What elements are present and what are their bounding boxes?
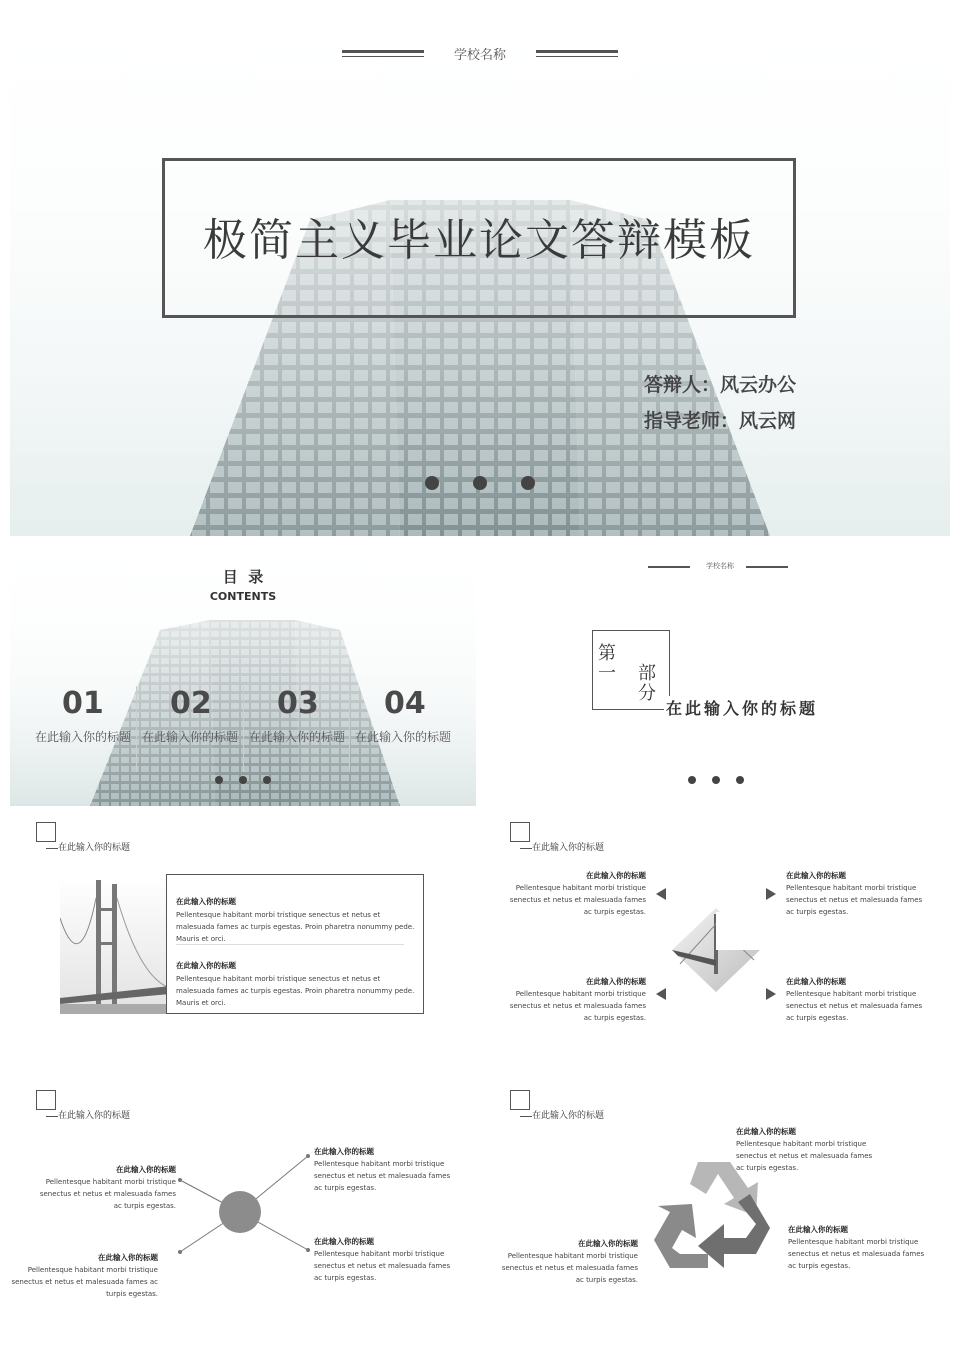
slide-title: 在此输入你的标题 xyxy=(58,843,131,853)
block-heading: 在此输入你的标题 xyxy=(788,1225,848,1234)
block-text: Pellentesque habitant morbi tristique senectus et netus et malesuada fames ac turpis egestas. xyxy=(509,990,646,1022)
block-heading: 在此输入你的标题 xyxy=(314,1147,374,1156)
block-text: Pellentesque habitant morbi tristique senectus et netus et malesuada fames ac turpis egestas. xyxy=(314,1160,451,1192)
section-slide xyxy=(484,540,950,806)
pagination-dot xyxy=(473,476,487,490)
recycle-cycle-icon xyxy=(652,1158,774,1278)
title-underline xyxy=(520,848,532,849)
block-heading: 在此输入你的标题 xyxy=(578,1239,638,1248)
hub-circle xyxy=(219,1191,261,1233)
content-slide-diamond xyxy=(484,812,950,1062)
title-underline xyxy=(520,1116,532,1117)
block-text: Pellentesque habitant morbi tristique senectus et netus et malesuada fames ac turpis egestas. xyxy=(11,1266,158,1298)
contents-item-label: 在此输入你的标题 xyxy=(354,730,451,744)
pagination-dot xyxy=(239,776,247,784)
block-heading: 在此输入你的标题 xyxy=(98,1253,158,1262)
block-text: Pellentesque habitant morbi tristique senectus et netus et malesuada fames ac turpis egestas. xyxy=(736,1140,873,1172)
block-heading: 在此输入你的标题 xyxy=(586,871,646,880)
block-text: Pellentesque habitant morbi tristique senectus et netus et malesuada fames ac turpis egestas. Proin pharetra nonummy pede. Mauris et orci. xyxy=(176,911,415,943)
contents-item-label: 在此输入你的标题 xyxy=(141,730,238,744)
decorative-rule-right-thin xyxy=(536,56,618,57)
section-first-label: 第一 xyxy=(598,643,616,684)
block-text: Pellentesque habitant morbi tristique senectus et netus et malesuada fames ac turpis egestas. Proin pharetra nonummy pede. Mauris et orci. xyxy=(176,975,415,1007)
slide-title: 在此输入你的标题 xyxy=(58,1111,131,1121)
content-slide-circle xyxy=(10,1080,476,1340)
arrow-right-icon xyxy=(766,988,776,1000)
title-underline xyxy=(46,848,58,849)
block-heading: 在此输入你的标题 xyxy=(314,1237,374,1246)
pagination-dot xyxy=(425,476,439,490)
block-text: Pellentesque habitant morbi tristique senectus et netus et malesuada fames ac turpis egestas. xyxy=(786,884,923,916)
bridge-image xyxy=(60,878,170,1014)
decorative-rule-right xyxy=(536,50,618,53)
block-text: Pellentesque habitant morbi tristique senectus et netus et malesuada fames ac turpis egestas. xyxy=(509,884,646,916)
arrow-right-icon xyxy=(766,888,776,900)
block-heading: 在此输入你的标题 xyxy=(116,1165,176,1174)
block-text: Pellentesque habitant morbi tristique senectus et netus et malesuada fames ac turpis egestas. xyxy=(39,1178,176,1210)
school-name: 学校名称 xyxy=(453,48,506,63)
block-heading: 在此输入你的标题 xyxy=(736,1127,796,1136)
block-heading: 在此输入你的标题 xyxy=(786,871,846,880)
contents-subtitle: CONTENTS xyxy=(209,590,277,603)
contents-number: 01 xyxy=(62,686,104,721)
section-heading: 在此输入你的标题 xyxy=(664,696,818,719)
block-heading: 在此输入你的标题 xyxy=(176,897,236,906)
school-name: 学校名称 xyxy=(706,562,734,570)
arrow-left-icon xyxy=(656,888,666,900)
decorative-rule-left-thin xyxy=(342,56,424,57)
decorative-rule-left xyxy=(342,50,424,53)
divider xyxy=(176,944,404,945)
section-part-label: 部分 xyxy=(638,664,660,704)
slide-title: 在此输入你的标题 xyxy=(532,1111,605,1121)
defender-name: 答辩人：风云办公 xyxy=(643,374,796,396)
block-text: Pellentesque habitant morbi tristique senectus et netus et malesuada fames ac turpis egestas. xyxy=(314,1250,451,1282)
block-heading: 在此输入你的标题 xyxy=(586,977,646,986)
pagination-dot xyxy=(736,776,744,784)
block-heading: 在此输入你的标题 xyxy=(176,961,236,970)
contents-number: 02 xyxy=(170,686,212,721)
contents-slide xyxy=(10,540,476,806)
pagination-dot xyxy=(688,776,696,784)
bridge-diamond-image xyxy=(670,904,762,994)
contents-title: 目 录 xyxy=(222,568,264,586)
pagination-dot xyxy=(521,476,535,490)
arrow-left-icon xyxy=(656,988,666,1000)
block-text: Pellentesque habitant morbi tristique senectus et netus et malesuada fames ac turpis egestas. xyxy=(501,1252,638,1284)
contents-number: 04 xyxy=(384,686,426,721)
hub-diagram xyxy=(160,1140,320,1260)
slide-title: 在此输入你的标题 xyxy=(532,843,605,853)
decorative-rule-right xyxy=(746,566,788,568)
contents-number: 03 xyxy=(277,686,319,721)
contents-item-label: 在此输入你的标题 xyxy=(248,730,345,744)
pagination-dot xyxy=(215,776,223,784)
contents-item-label: 在此输入你的标题 xyxy=(34,730,131,744)
block-heading: 在此输入你的标题 xyxy=(786,977,846,986)
title-square xyxy=(36,1090,56,1110)
pagination-dot xyxy=(712,776,720,784)
content-slide-bridge xyxy=(10,812,476,1062)
title-square xyxy=(36,822,56,842)
title-square xyxy=(510,1090,530,1110)
block-text: Pellentesque habitant morbi tristique senectus et netus et malesuada fames ac turpis egestas. xyxy=(786,990,923,1022)
title-frame xyxy=(162,158,796,318)
pagination-dot xyxy=(263,776,271,784)
decorative-rule-left xyxy=(648,566,690,568)
content-slide-cycle xyxy=(484,1080,950,1340)
presentation-title: 极简主义毕业论文答辩模板 xyxy=(203,215,755,266)
block-text: Pellentesque habitant morbi tristique senectus et netus et malesuada fames ac turpis egestas. xyxy=(788,1238,925,1270)
title-square xyxy=(510,822,530,842)
advisor-name: 指导老师：风云网 xyxy=(643,410,796,432)
title-underline xyxy=(46,1116,58,1117)
